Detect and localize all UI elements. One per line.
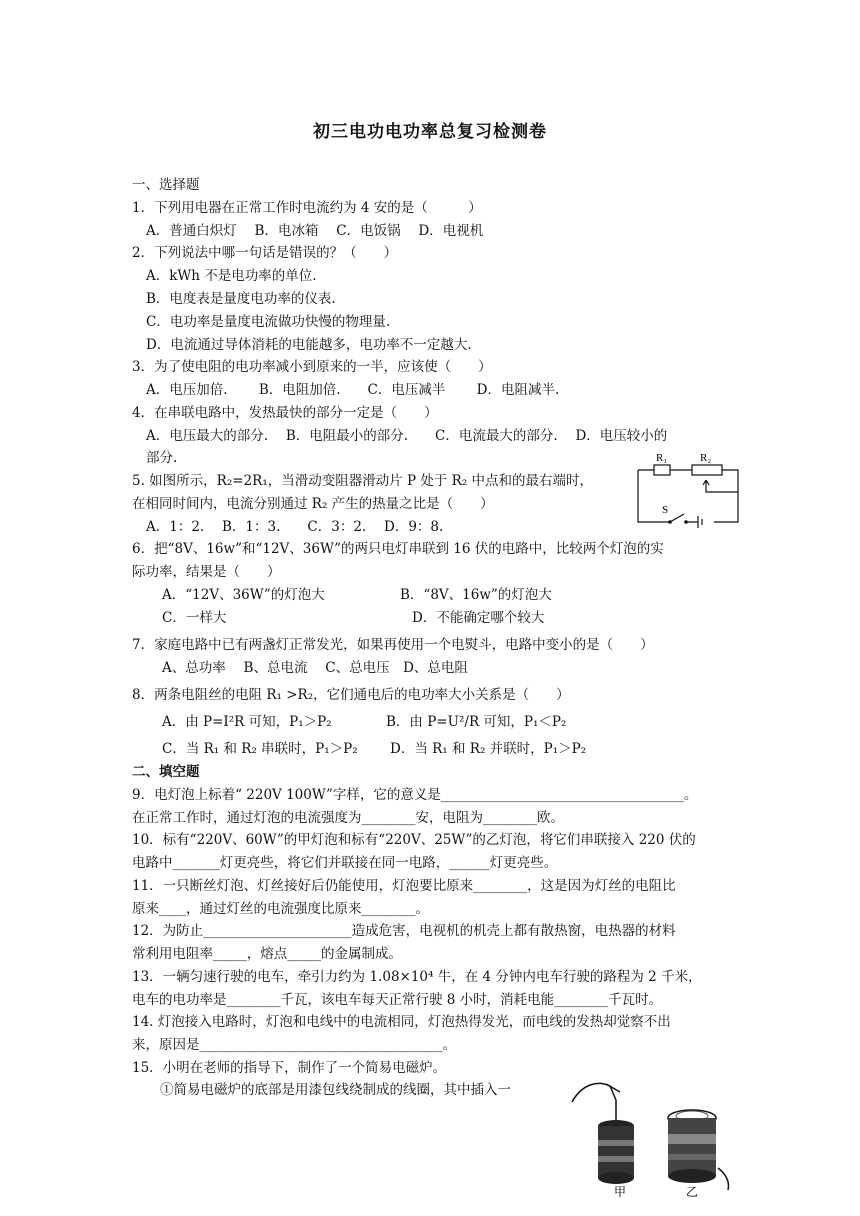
option: B．电度表是量度电功率的仪表. — [146, 291, 336, 307]
question-4-options: A．电压最大的部分. B．电阻最小的部分. C．电流最大的部分. D．电压较小的 — [146, 428, 668, 444]
question-10-cont: 电路中_______灯更亮些，将它们并联接在同一电路，______灯更亮些。 — [132, 855, 558, 871]
photo-label-left: 甲 — [614, 1185, 627, 1199]
question-5-options: A．1：2. B．1：3. C．3：2. D．9：8. — [146, 519, 444, 535]
question-7: 7．家庭电路中已有两盏灯正常发光，如果再使用一个电熨斗，电路中变小的是（ ） — [132, 637, 654, 653]
question-4: 4．在串联电路中，发热最快的部分一定是（ ） — [132, 405, 438, 421]
question-7-options: A、总功率 B、总电流 C、总电压 D、总电阻 — [162, 660, 468, 676]
question-14: 14. 灯泡接入电路时，灯泡和电线中的电流相同，灯泡热得发光，而电线的发热却觉察不出 — [132, 1014, 671, 1030]
option: C．当 R₁ 和 R₂ 串联时，P₁＞P₂ — [162, 741, 358, 757]
question-10: 10．标有“220V、60W”的甲灯泡和标有“220V、25W”的乙灯泡，将它们串联接入 220 伏的 — [132, 832, 696, 848]
question-2: 2．下列说法中哪一句话是错误的？（ ） — [132, 245, 398, 261]
option: C．电功率是量度电流做功快慢的物理量. — [146, 314, 391, 330]
question-6: 6．把“8V、16w”和“12V、36W”的两只电灯串联到 16 伏的电路中，比较两个灯泡的实 — [132, 541, 664, 557]
section-heading: 一、选择题 — [132, 177, 200, 193]
question-6-cont: 际功率，结果是（ ） — [132, 564, 281, 580]
question-9: 9．电灯泡上标着“ 220V 100W”字样，它的意义是____________________________________。 — [132, 787, 698, 803]
section-heading: 二、填空题 — [132, 764, 200, 780]
question-1-options: A．普通白炽灯 B．电冰箱 C．电饭锅 D．电视机 — [146, 223, 484, 239]
question-13-cont: 电车的电功率是________千瓦，该电车每天正常行驶 8 小时，消耗电能________千瓦时。 — [132, 992, 663, 1008]
option: D．电流通过导体消耗的电能越多，电功率不一定越大. — [146, 337, 472, 353]
question-11-cont: 原来____，通过灯丝的电流强度比原来________。 — [132, 901, 429, 917]
option: A．kWh 不是电功率的单位. — [146, 268, 317, 284]
question-3: 3．为了使电阻的电功率减小到原来的一半，应该使（ ） — [132, 359, 492, 375]
question-11: 11．一只断丝灯泡、灯丝接好后仍能使用，灯泡要比原来________，这是因为灯丝的电阻比 — [132, 878, 676, 894]
option: C．一样大 — [162, 610, 227, 626]
question-14-cont: 来，原因是____________________________________。 — [132, 1037, 456, 1053]
question-12-cont: 常利用电阻率_____，熔点_____的金属制成。 — [132, 946, 402, 962]
question-5: 5. 如图所示，R₂=2R₁，当滑动变阻器滑动片 P 处于 R₂ 中点和的最右端时， — [132, 473, 594, 489]
option: A．“12V、36W”的灯泡大 — [162, 587, 325, 603]
question-15: 15．小明在老师的指导下，制作了一个简易电磁炉。 — [132, 1060, 447, 1076]
option: D．不能确定哪个较大 — [412, 610, 545, 626]
question-13: 13．一辆匀速行驶的电车，牵引力约为 1.08×10⁴ 牛，在 4 分钟内电车行驶的路程为 2 千米， — [132, 969, 702, 985]
question-9-cont: 在正常工作时，通过灯泡的电流强度为________安，电阻为________欧。 — [132, 810, 564, 826]
induction-cooker-illustration — [568, 1070, 738, 1202]
option: D．当 R₁ 和 R₂ 并联时，P₁＞P₂ — [390, 741, 587, 757]
question-3-options: A．电压加倍. B．电阻加倍. C．电压减半 D．电阻减半. — [146, 382, 560, 398]
question-8: 8．两条电阻丝的电阻 R₁ >R₂，它们通电后的电功率大小关系是（ ） — [132, 687, 570, 703]
r2-label: R₂ — [700, 452, 712, 464]
page-title: 初三电功电功率总复习检测卷 — [313, 122, 547, 142]
option: B．“8V、16w”的灯泡大 — [400, 587, 552, 603]
option: B．由 P=U²/R 可知，P₁＜P₂ — [386, 714, 567, 730]
r1-label: R₁ — [656, 452, 668, 464]
question-12: 12．为防止______________________造成危害，电视机的机壳上都有散热窗，电热器的材料 — [132, 923, 676, 939]
question-15-cont: ①简易电磁炉的底部是用漆包线绕制成的线圈，其中插入一 — [160, 1082, 511, 1098]
question-4-options-cont: 部分. — [146, 450, 178, 466]
option: A．由 P=I²R 可知，P₁＞P₂ — [162, 714, 332, 730]
circuit-diagram — [634, 450, 744, 530]
photo-label-right: 乙 — [686, 1185, 699, 1199]
switch-label: S — [662, 504, 669, 516]
question-5-cont: 在相同时间内，电流分别通过 R₂ 产生的热量之比是（ ） — [132, 496, 494, 512]
question-1: 1．下列用电器在正常工作时电流约为 4 安的是（ ） — [132, 200, 482, 216]
